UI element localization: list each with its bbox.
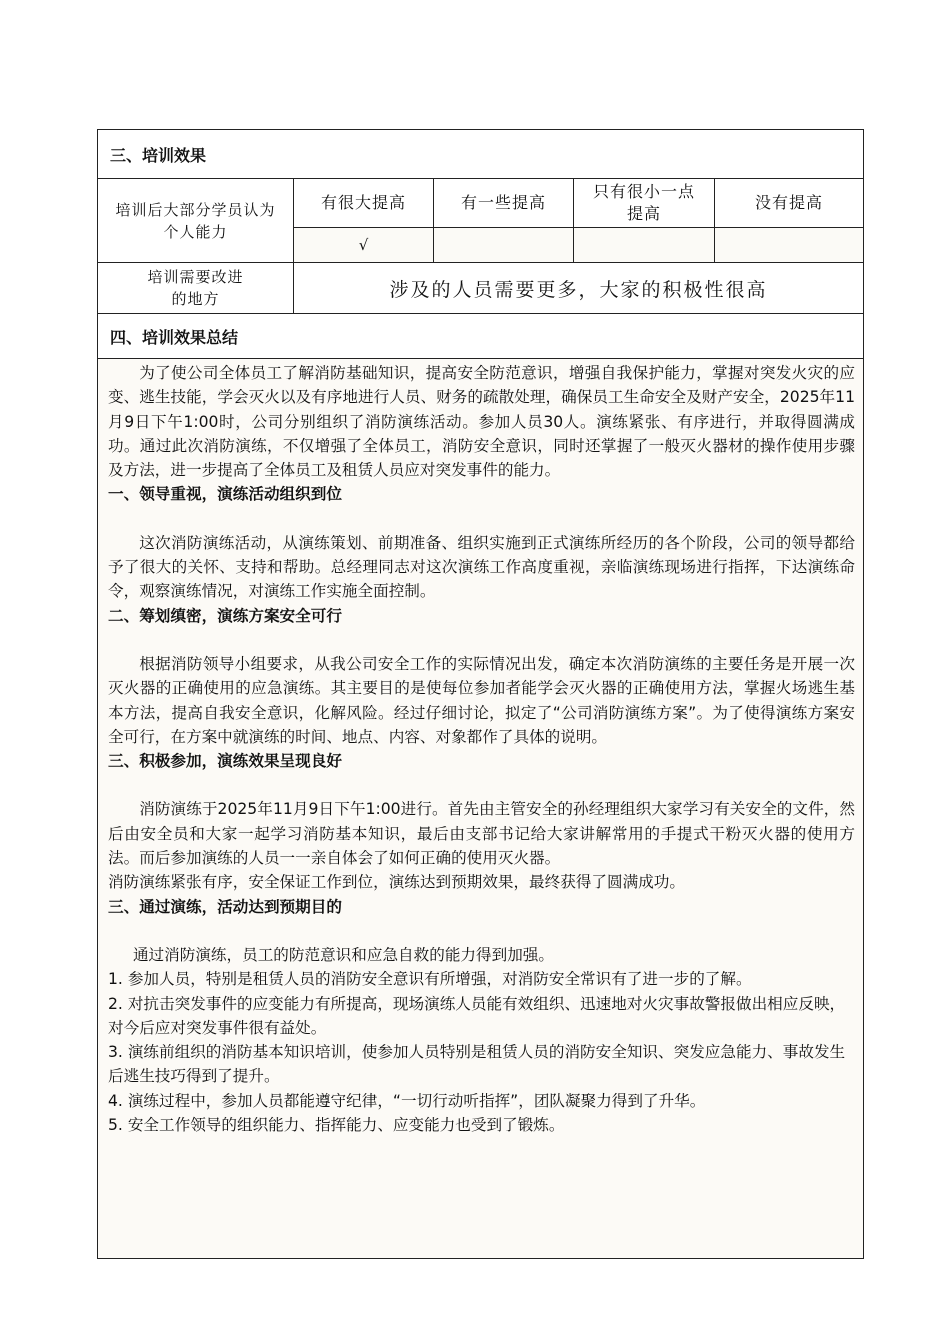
spacer [108, 507, 855, 531]
section-4-title: 四、培训效果总结 [98, 314, 864, 359]
improvement-label-text: 培训需要改进的地方 [147, 268, 244, 308]
ability-label [98, 179, 294, 263]
list-item-5: 5. 安全工作领导的组织能力、指挥能力、应变能力也受到了锻炼。 [108, 1116, 565, 1135]
option-little-improvement-text: 只有很小一点提高 [592, 182, 695, 223]
paragraph-1: 这次消防演练活动，从演练策划、前期准备、组织实施到正式演练所经历的各个阶段，公司的领导都给予了很大的关怀、支持和帮助。总经理同志对这次演练工作高度重视，亲临演练现场进行指挥，下达演练命令，观察演练情况，对演练工作实施全面控制。 [108, 533, 856, 601]
subheading-4: 三、通过演练，活动达到预期目的 [108, 897, 342, 916]
option-no-improvement: 没有提高 [715, 179, 864, 228]
list-item-1: 1. 参加人员，特别是租赁人员的消防安全意识有所增强，对消防安全常识有了进一步的了解。 [108, 970, 752, 989]
checkmark-cell: √ [294, 228, 434, 263]
improvement-text: 涉及的人员需要更多，大家的积极性很高 [294, 263, 864, 314]
option-little-improvement [574, 179, 715, 228]
ability-label-text: 培训后大部分学员认为个人能力 [115, 200, 276, 241]
list-item-4: 4. 演练过程中，参加人员都能遵守纪律，“一切行动听指挥”，团队凝聚力得到了升华。 [108, 1091, 706, 1110]
paragraph-4: 通过消防演练，员工的防范意识和应急自救的能力得到加强。 [132, 945, 554, 964]
option-great-improvement: 有很大提高 [294, 179, 434, 228]
document-page [97, 129, 863, 1259]
subheading-3: 三、积极参加，演练效果呈现良好 [108, 752, 342, 771]
paragraph-3: 消防演练于2025年11月9日下午1:00进行。首先由主管安全的孙经理组织大家学习有关安全的文件，然后由安全员和大家一起学习消防基本知识，最后由支部书记给大家讲解常用的手提式干粉灭火器的使用方法。而后参加演练的人员一一亲自体会了如何正确的使用灭火器。 [108, 800, 856, 868]
spacer [108, 919, 855, 943]
spacer [108, 773, 855, 797]
option-some-improvement: 有一些提高 [434, 179, 574, 228]
empty-cell [434, 228, 574, 263]
list-item-3: 3. 演练前组织的消防基本知识培训，使参加人员特别是租赁人员的消防安全知识、突发应急能力、事故发生后逃生技巧得到了提升。 [108, 1043, 846, 1086]
spacer [108, 628, 855, 652]
improvement-label [98, 263, 294, 314]
section-3-title: 三、培训效果 [98, 130, 864, 179]
paragraph-2: 根据消防领导小组要求，从我公司安全工作的实际情况出发，确定本次消防演练的主要任务是开展一次灭火器的正确使用的应急演练。其主要目的是使每位参加者能学会灭火器的正确使用方法，掌握火场逃生基本方法，提高自我安全意识，化解风险。经过仔细讨论，拟定了“公司消防演练方案”。为了使得演练方案安全可行，在方案中就演练的时间、地点、内容、对象都作了具体的说明。 [108, 654, 856, 746]
subheading-2: 二、筹划缜密，演练方案安全可行 [108, 606, 342, 625]
subheading-1: 一、领导重视，演练活动组织到位 [108, 485, 342, 504]
empty-cell [574, 228, 715, 263]
list-item-2: 2. 对抗击突发事件的应变能力有所提高，现场演练人员能有效组织、迅速地对火灾事故警报做出相应反映，对今后应对突发事件很有益处。 [108, 994, 846, 1037]
training-effect-table [97, 129, 864, 1259]
summary-body [98, 359, 864, 1259]
empty-cell [715, 228, 864, 263]
intro-paragraph: 为了使公司全体员工了解消防基础知识，提高安全防范意识，增强自我保护能力，掌握对突发火灾的应变、逃生技能，学会灭火以及有序地进行人员、财务的疏散处理，确保员工生命安全及财产安全，2025年11月9日下午1:00时，公司分别组织了消防演练活动。参加人员30人。演练紧张、有序进行，并取得圆满成功。通过此次消防演练，不仅增强了全体员工，消防安全意识，同时还掌握了一般灭火器材的操作使用步骤及方法，进一步提高了全体员工及租赁人员应对突发事件的能力。 [108, 364, 856, 480]
paragraph-3b: 消防演练紧张有序，安全保证工作到位，演练达到预期效果，最终获得了圆满成功。 [108, 873, 685, 892]
